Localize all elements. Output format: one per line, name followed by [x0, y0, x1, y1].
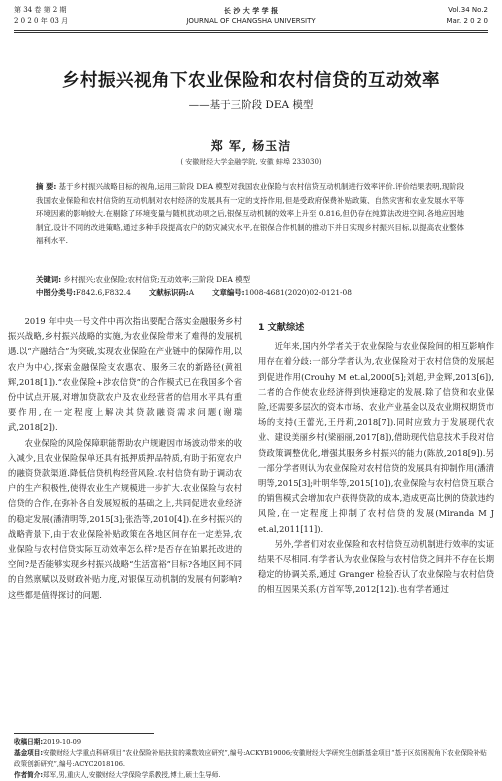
footnote-received [14, 737, 488, 748]
author-affiliation: ( 安徽财经大学金融学院, 安徽 蚌埠 233030) [180, 158, 322, 166]
right-column [258, 320, 494, 598]
header-volume-issue: 第 34 卷 第 2 期 [14, 6, 67, 14]
header-date: 2 0 2 0 年 03 月 [14, 17, 69, 25]
header-journal-cn: 长 沙 大 学 学 报 [223, 6, 279, 15]
footnote-author [14, 770, 488, 781]
author-bio-label: 作者简介: [14, 771, 44, 779]
abstract-label: 摘 要: [36, 182, 57, 191]
header-date-en: Mar. 2 0 2 0 [446, 17, 488, 25]
fund-label: 基金项目: [14, 749, 44, 757]
received-label: 收稿日期: [14, 738, 44, 746]
doc-code-field [149, 288, 194, 298]
clc-value: F842.6,F832.4 [75, 288, 131, 297]
keywords-label: 关键词: [36, 275, 62, 284]
keywords-text: 乡村振兴;农业保险;农村信贷;互动效率;三阶段 DEA 模型 [63, 275, 251, 284]
header-rule-bottom [14, 32, 488, 33]
left-paragraph-2: 农业保险的风险保障职能帮助农户规避因市场波动带来的收入减少,且农业保险保单还具有抵押质押品特质,有助于拓宽农户的融资贷款渠道.降低信贷机构经营风险.农村信贷有助于调动农户的生产积极性,使得农业生产规模进一步扩大.农业保险与农村信贷的合作,在弥补各自发展短板的基础之上,共同促进农业经济的稳定发展(潘清明等,2015[3];张浩等,2010[4]).在乡村振兴的战略背景下,由于农业保险补贴政策在各地区间存在一定差异,农业保险与农村信贷实际互动效率怎么样?是否存在铂累托改进的空间?是否能够实现乡村振兴战略“生活富裕”目标?各地区间不同的自然禀赋以及财政补贴力度,对银保互动机制的发展有何影响?这些都是值得探讨的问题. [8, 437, 242, 600]
right-paragraph-2: 另外,学者们对农业保险和农村信贷互动机制进行效率的实证结果不尽相同.有学者认为农业保险与农村信贷之间并不存在长期稳定的协调关系,通过 Granger 检验否认了农业保险与农村信贷的相互因果关系(方首军等,2012[12]).也有学者通过 [258, 538, 494, 595]
clc-field [36, 288, 131, 298]
left-paragraph-1: 2019 年中央一号文件中再次指出要配合落实金融服务乡村振兴战略,乡村振兴战略的实施,为农业保险带来了难得的发展机遇.以“产融结合”为突破,实现农业保险在产业链中的保障作用,以农户为中心,探索金融保险支农惠农、服务三农的新路径(黄祖辉,2018[1]).“农业保险+涉农信贷”的合作模式已在我国多个省份中试点开展,对增加贷款农户及农业经营者的信用水平具有重要作用,在一定程度上解决其贷款融资需求问题(谢瑞武,2018[2]). [8, 316, 242, 433]
footnote-fund [14, 748, 488, 770]
classification-line [36, 288, 464, 298]
article-no-value: 1008-4681(2020)02-0121-08 [244, 288, 352, 297]
article-no-field [212, 288, 352, 298]
article-no-label: 文章编号: [212, 288, 245, 297]
section-heading: 1 文献综述 [258, 322, 305, 333]
keywords-line [36, 275, 464, 285]
abstract-text: 基于乡村振兴战略目标的视角,运用三阶段 DEA 模型对我国农业保险与农村信贷互动机制进行效率评价.评价结果表明,现阶段我国农业保险和农村信贷的互动机制对农村经济的发展具有一定的支持作用,但是受政府保费补贴政策、自然灾害和农业发展水平等环境因素的影响较大.在剔除了环境变量与随机扰动项之后,银保互动机制的效率上升至 0.816,但仍存在纯算法改进空间.各地应因地制宜,设计不同的改进策略,通过多种手段提高农户的防灾减灾水平,在银保合作机制的推动下并日实现乡村振兴目标,以提高农业整体福利水平. [36, 182, 465, 245]
footnotes [14, 737, 488, 781]
header-journal-en: JOURNAL OF CHANGSHA UNIVERSITY [186, 17, 316, 25]
paper-title: 乡村振兴视角下农业保险和农村信贷的互动效率 [62, 71, 440, 91]
received-date: 2019-10-09 [43, 738, 82, 746]
paper-authors: 郑 军, 杨玉洁 [210, 139, 292, 153]
abstract [36, 180, 464, 248]
paper-subtitle: ——基于三阶段 DEA 模型 [188, 99, 314, 111]
header-rule-top [14, 30, 488, 31]
left-column [8, 314, 242, 603]
header-vol-en: Vol.34 No.2 [448, 6, 488, 14]
doc-code-value: A [188, 288, 195, 297]
footnote-rule [14, 733, 154, 734]
clc-label: 中图分类号: [36, 288, 76, 297]
right-paragraph-1: 近年来,国内外学者关于农业保险与农业保险间的相互影响作用存在着分歧:一部分学者认为,农业保险对于农村信贷的发展起到促进作用(Crouhy M et.al,2000[5];刘超,尹金辉,2013[6]),二者的合作使农业经济得到快速稳定的发展.除了信贷和农业保险,还需要多层次的资本市场、农业产业基金以及农业期权期货市场的支持(王蕾光,王丹莉,2018[7]).同时应致力于发展现代农业、建设美丽乡村(梁丽丽,2017[8]),借助现代信息技术手段对信贷政策调整优化,增强其服务乡村振兴的能力(陈放,2018[9]).另一部分学者则认为农业保险对农村信贷的发展具有抑制作用(潘清明等,2015[3];叶明华等,2015[10]),农业保险与农村信贷互联合的销售模式会增加农户获得贷款的成本,造成更高比例的贷款违约风险,在一定程度上抑制了农村信贷的发展(Miranda M J et.al,2011[11]). [258, 341, 494, 534]
author-bio-text: 郑军,男,重庆人,安徽财经大学保险学系教授,博士,硕士生导师. [43, 771, 221, 779]
fund-text: 安徽财经大学重点科研项目“农业保险补贴扶贫的乘数效应研究”,编号:ACKYB19006;安徽财经大学研究生创新基金项目“基于区贫困视角下农业保险补贴政策创新研究”,编号:ACYC2018106. [14, 749, 487, 768]
doc-code-label: 文献标识码: [148, 288, 189, 297]
